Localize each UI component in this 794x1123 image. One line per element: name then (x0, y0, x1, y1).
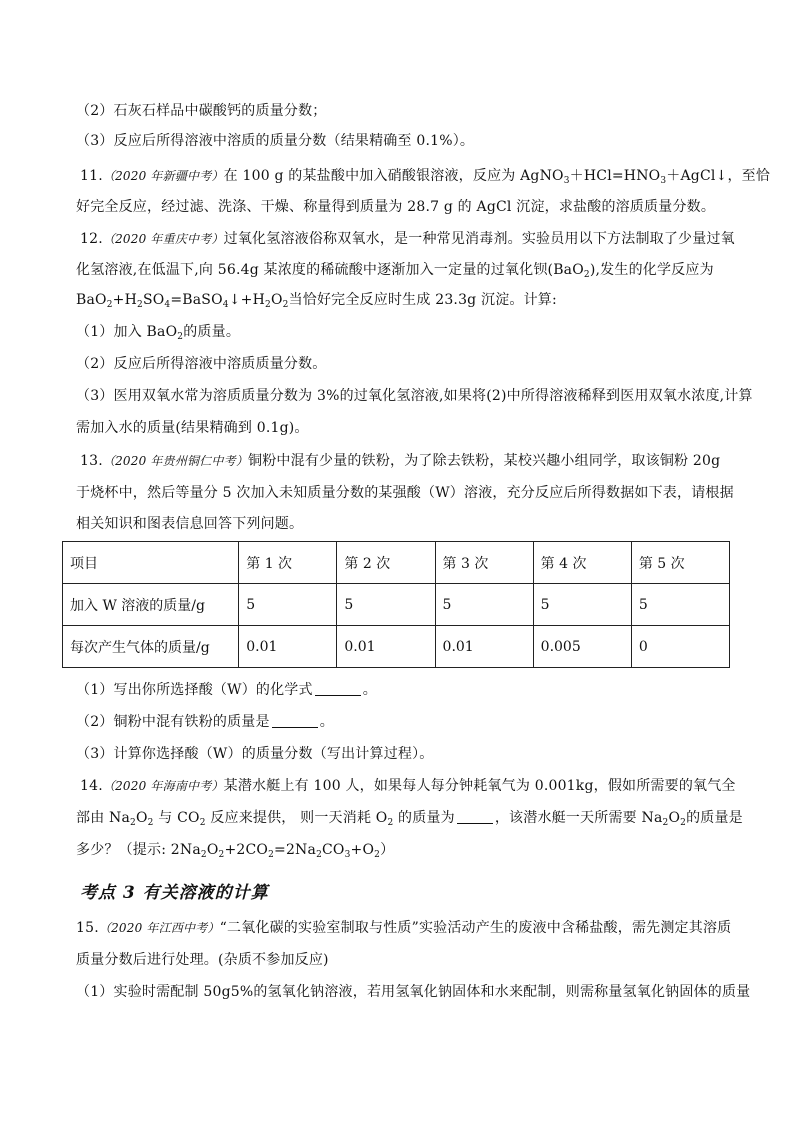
answer-blank[interactable] (315, 683, 361, 696)
table-cell: 5 (435, 584, 533, 626)
table-cell: 第 5 次 (631, 542, 729, 584)
q12-equation: $BaO_2+H_2SO_4=BaSO_4↓+H_2O_2$当恰好完全反应时生成 23.3g 沉淀。计算: (76, 292, 557, 310)
q10-part3: （3）反应后所得溶液中溶质的质量分数（结果精确至 0.1%）。 (76, 133, 475, 149)
table-cell: 第 1 次 (239, 542, 337, 584)
table-cell: 加入 W 溶液的质量/g (63, 584, 239, 626)
table-cell: 5 (631, 584, 729, 626)
table-cell: 项目 (63, 542, 239, 584)
q12-part3-line2: 需加入水的质量(结果精确到 0.1g)。 (76, 420, 309, 436)
q13-line1: 13.（2020 年贵州铜仁中考）铜粉中混有少量的铁粉，为了除去铁粉，某校兴趣小组同学，取该铜粉 20g (80, 453, 721, 469)
table-cell: 5 (337, 584, 435, 626)
table-cell: 第 2 次 (337, 542, 435, 584)
q13-part1: （1）写出你所选择酸（W）的化学式 。 (76, 682, 377, 698)
q12-part2: （2）反应后所得溶液中溶质质量分数。 (76, 356, 327, 372)
table-header-row (63, 542, 730, 584)
table-row (63, 584, 730, 626)
table-cell: 第 4 次 (533, 542, 631, 584)
q12-line2: 化氢溶液,在低温下,向 56.4g 某浓度的稀硫酸中逐渐加入一定量的过氧化钡(BaO$_2$),发生的化学反应为 (76, 262, 714, 280)
table-cell: 5 (533, 584, 631, 626)
q13-line2: 于烧杯中，然后等量分 5 次加入未知质量分数的某强酸（W）溶液，充分反应后所得数据如下表，请根据 (76, 485, 734, 501)
table-row (63, 626, 730, 668)
q14-line2: 部由 $Na_2O_2$ 与 $CO_2$ 反应来提供， 则一天消耗 $O_2$ 的质量为 ，该潜水艇一天所需要 $Na_2O_2$的质量是 (76, 810, 743, 828)
q15-line1: 15.（2020 年江西中考）“二氧化碳的实验室制取与性质”实验活动产生的废液中含稀盐酸，需先测定其溶质 (76, 920, 732, 936)
table-cell: 0.01 (239, 626, 337, 668)
q11-line2: 好完全反应，经过滤、洗涤、干燥、称量得到质量为 28.7 g 的 AgCl 沉淀，求盐酸的溶质质量分数。 (76, 199, 716, 215)
q14-line1: 14.（2020 年海南中考）某潜水艇上有 100 人，如果每人每分钟耗氧气为 0.001kg，假如所需要的氧气全 (80, 778, 736, 794)
q12-part1: （1）加入 BaO$_2$的质量。 (76, 324, 241, 342)
table-cell: 第 3 次 (435, 542, 533, 584)
q11-line1: 11.（2020 年新疆中考）在 100 g 的某盐酸中加入硝酸银溶液，反应为 $AgNO_3+HCl=HNO_3+AgCl↓$，至恰 (80, 168, 771, 186)
table-cell: 0.005 (533, 626, 631, 668)
q14-line3: 多少？（提示: $2Na_2O_2+2CO_2=2Na_2CO_3+O_2$） (76, 842, 395, 860)
q13-part3: （3）计算你选择酸（W）的质量分数（写出计算过程）。 (76, 746, 434, 762)
table-cell: 0.01 (337, 626, 435, 668)
q12-part3-line1: （3）医用双氧水常为溶质质量分数为 3%的过氧化氢溶液,如果将(2)中所得溶液稀释到医用双氧水浓度,计算 (76, 388, 753, 404)
q10-part2: （2）石灰石样品中碳酸钙的质量分数； (76, 103, 327, 119)
data-table (62, 541, 730, 668)
q15-line2: 质量分数后进行处理。(杂质不参加反应) (76, 952, 329, 968)
section-heading: 考点 3 有关溶液的计算 (80, 883, 269, 903)
answer-blank[interactable] (457, 811, 493, 824)
answer-blank[interactable] (272, 715, 318, 728)
table-cell: 0 (631, 626, 729, 668)
q13-line3: 相关知识和图表信息回答下列问题。 (76, 516, 304, 532)
table-cell: 0.01 (435, 626, 533, 668)
q13-part2: （2）铜粉中混有铁粉的质量是 。 (76, 714, 334, 730)
table-cell: 每次产生气体的质量/g (63, 626, 239, 668)
table-cell: 5 (239, 584, 337, 626)
q12-line1: 12.（2020 年重庆中考）过氧化氢溶液俗称双氧水，是一种常见消毒剂。实验员用以下方法制取了少量过氧 (80, 231, 735, 247)
q15-part1: （1）实验时需配制 50g5%的氢氧化钠溶液，若用氢氧化钠固体和水来配制，则需称量氢氧化钠固体的质量 (76, 984, 751, 1000)
